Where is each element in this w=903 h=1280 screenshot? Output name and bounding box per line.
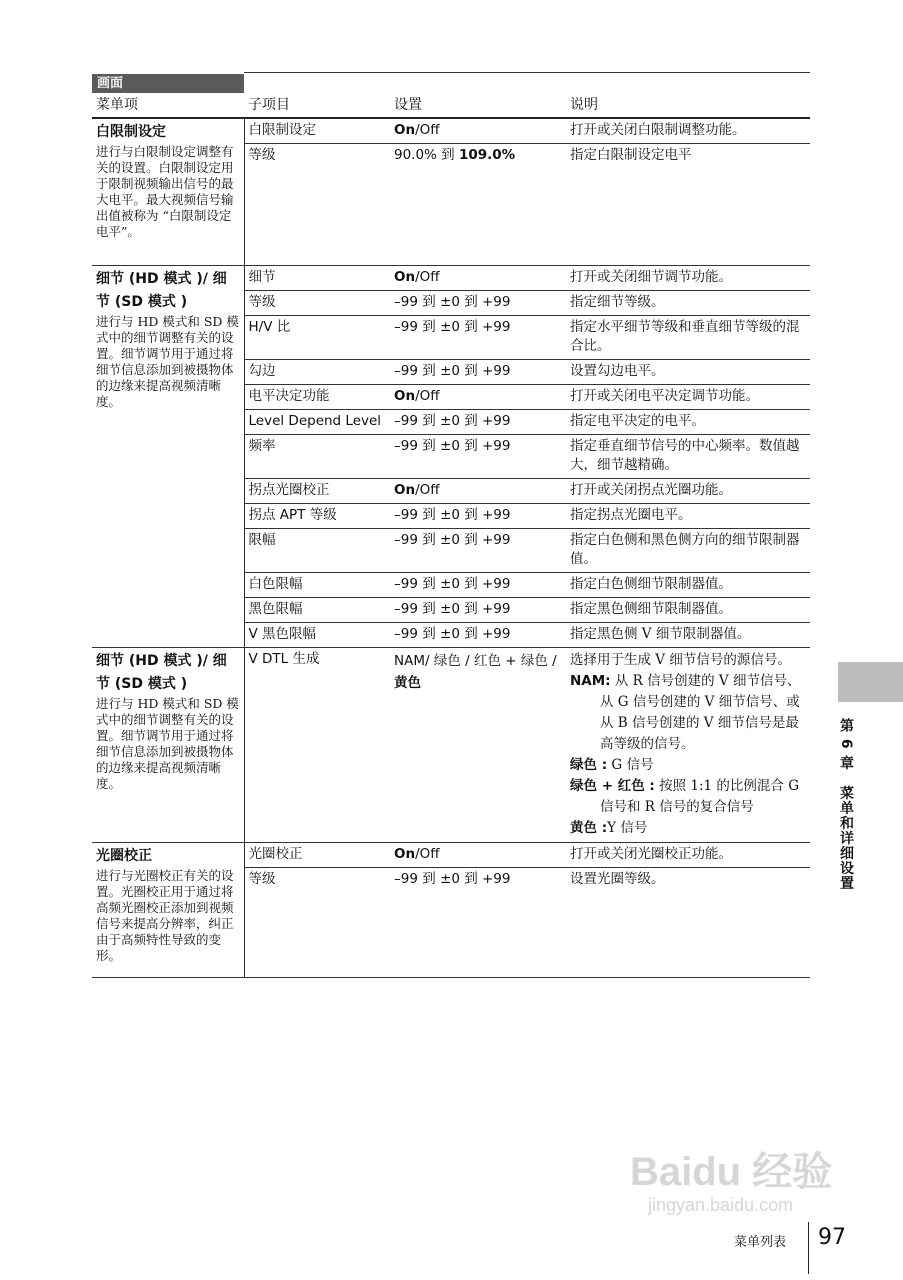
setting-range: –99 到 ±0 到 +99: [390, 598, 566, 623]
description-intro: 选择用于生成 V 细节信号的源信号。: [570, 652, 791, 668]
option-key: 绿色 + 红色 :: [570, 778, 655, 794]
option-value: Y 信号: [607, 820, 648, 836]
menu-item-name: 白限制设定: [96, 124, 166, 140]
setting-value: [390, 118, 566, 144]
setting-range: –99 到 ±0 到 +99: [390, 435, 566, 479]
menu-item-cell: [92, 266, 244, 648]
setting-range: –99 到 ±0 到 +99: [390, 291, 566, 316]
description: 指定黑色侧细节限制器值。: [566, 598, 810, 623]
setting-default: 黄色: [394, 675, 421, 691]
sub-item: 拐点光圈校正: [244, 479, 390, 504]
option-value: 按照 1:1 的比例混合 G 信号和 R 信号的复合信号: [600, 778, 799, 815]
menu-item-cell: [92, 843, 244, 978]
table-row: [92, 843, 810, 868]
setting-range: –99 到 ±0 到 +99: [390, 868, 566, 978]
menu-item-name: 光圈校正: [96, 848, 152, 864]
setting-rest: /Off: [415, 482, 440, 498]
option-green: [570, 755, 806, 776]
setting-rest: /Off: [415, 846, 440, 862]
description: 指定电平决定的电平。: [566, 410, 810, 435]
menu-item-desc: 进行与 HD 模式和 SD 模式中的细节调整有关的设置。细节调节用于通过将细节信息添加到被摄物体的边缘来提高视频清晰度。: [96, 314, 239, 409]
col-header-sub: 子项目: [244, 95, 390, 118]
setting-value: [390, 479, 566, 504]
sub-item: 白限制设定: [244, 118, 390, 144]
option-nam: [570, 671, 806, 755]
option-yellow: [570, 818, 806, 839]
option-key: NAM:: [570, 673, 611, 689]
header-rule: [244, 72, 810, 73]
description: 打开或关闭光圈校正功能。: [566, 843, 810, 868]
footer-label: 菜单列表: [734, 1235, 787, 1250]
setting-default: On: [394, 269, 416, 285]
sub-item: 白色限幅: [244, 573, 390, 598]
setting-value: [390, 648, 566, 843]
watermark-url: jingyan.baidu.com: [648, 1195, 794, 1215]
watermark-logo: Baidu 经验: [630, 1150, 833, 1194]
setting-value: [390, 843, 566, 868]
sub-item: 等级: [244, 291, 390, 316]
table-row: [92, 118, 810, 144]
sub-item: 等级: [244, 144, 390, 266]
sub-item: 限幅: [244, 529, 390, 573]
description: 指定白限制设定电平: [566, 144, 810, 266]
sub-item: 电平决定功能: [244, 385, 390, 410]
setting-rest: NAM/ 绿色 / 红色 + 绿色 /: [394, 653, 557, 669]
sub-item: H/V 比: [244, 316, 390, 360]
setting-range: –99 到 ±0 到 +99: [390, 316, 566, 360]
sub-item: 勾边: [244, 360, 390, 385]
description: 指定白色侧和黑色侧方向的细节限制器值。: [566, 529, 810, 573]
option-green-red: [570, 776, 806, 818]
setting-value: [390, 144, 566, 266]
description: 指定水平细节等级和垂直细节等级的混合比。: [566, 316, 810, 360]
option-key: 黄色 :: [570, 820, 608, 836]
sub-item: 频率: [244, 435, 390, 479]
setting-default: On: [394, 846, 416, 862]
description: [566, 648, 810, 843]
sub-item: V DTL 生成: [244, 648, 390, 843]
setting-rest: /Off: [415, 269, 440, 285]
menu-item-name: 细节 (HD 模式 )/ 细节 (SD 模式 ): [96, 271, 227, 310]
col-header-desc: 说明: [566, 95, 810, 118]
setting-range: –99 到 ±0 到 +99: [390, 529, 566, 573]
setting-range: –99 到 ±0 到 +99: [390, 410, 566, 435]
description: 指定垂直细节信号的中心频率。数值越大，细节越精确。: [566, 435, 810, 479]
sub-item: 光圈校正: [244, 843, 390, 868]
description: 指定细节等级。: [566, 291, 810, 316]
setting-range: –99 到 ±0 到 +99: [390, 573, 566, 598]
col-header-item: 菜单项: [92, 95, 244, 118]
page-number: 97: [818, 1225, 846, 1250]
setting-range: –99 到 ±0 到 +99: [390, 360, 566, 385]
description: 设置光圈等级。: [566, 868, 810, 978]
setting-rest: 90.0% 到: [394, 147, 459, 163]
setting-value: [390, 266, 566, 291]
table-header-row: [92, 95, 810, 118]
description: 打开或关闭拐点光圈功能。: [566, 479, 810, 504]
sub-item: V 黑色限幅: [244, 623, 390, 648]
menu-item-desc: 进行与白限制设定调整有关的设置。白限制设定用于限制视频输出信号的最大电平。最大视频信号输出值被称为 “白限制设定电平”。: [96, 144, 234, 239]
footer-divider: [808, 1222, 809, 1274]
sub-item: 黑色限幅: [244, 598, 390, 623]
setting-default: 109.0%: [458, 147, 516, 163]
section-tab: 画面: [92, 74, 244, 93]
description: 设置勾边电平。: [566, 360, 810, 385]
sub-item: 细节: [244, 266, 390, 291]
description: 指定黑色侧 V 细节限制器值。: [566, 623, 810, 648]
description: 打开或关闭细节调节功能。: [566, 266, 810, 291]
sub-item: 拐点 APT 等级: [244, 504, 390, 529]
table-row: [92, 266, 810, 291]
setting-rest: /Off: [415, 122, 440, 138]
description: 指定白色侧细节限制器值。: [566, 573, 810, 598]
option-value: G 信号: [607, 757, 654, 773]
menu-table: [92, 95, 810, 978]
menu-item-desc: 进行与 HD 模式和 SD 模式中的细节调整有关的设置。细节调节用于通过将细节信息添加到被摄物体的边缘来提高视频清晰度。: [96, 696, 239, 791]
sub-item: Level Depend Level: [244, 410, 390, 435]
description: 指定拐点光圈电平。: [566, 504, 810, 529]
setting-range: –99 到 ±0 到 +99: [390, 504, 566, 529]
setting-default: On: [394, 122, 416, 138]
menu-item-desc: 进行与光圈校正有关的设置。光圈校正用于通过将高频光圈校正添加到视频信号来提高分辨率，纠正由于高频特性导致的变形。: [96, 868, 234, 963]
description: 打开或关闭白限制调整功能。: [566, 118, 810, 144]
chapter-label: 第 6 章 菜单和详细设置: [838, 718, 854, 891]
option-value: 从 R 信号创建的 V 细节信号、从 G 信号创建的 V 细节信号、或从 B 信号创建的 V 细节信号是最高等级的信号。: [600, 673, 801, 752]
chapter-tab: [838, 662, 903, 702]
setting-range: –99 到 ±0 到 +99: [390, 623, 566, 648]
table-row: [92, 648, 810, 843]
menu-item-name: 细节 (HD 模式 )/ 细节 (SD 模式 ): [96, 653, 227, 692]
description: 打开或关闭电平决定调节功能。: [566, 385, 810, 410]
setting-default: On: [394, 388, 416, 404]
setting-value: [390, 385, 566, 410]
menu-item-cell: [92, 648, 244, 843]
col-header-setting: 设置: [390, 95, 566, 118]
sub-item: 等级: [244, 868, 390, 978]
menu-item-cell: [92, 118, 244, 266]
option-key: 绿色 :: [570, 757, 608, 773]
setting-default: On: [394, 482, 416, 498]
setting-rest: /Off: [415, 388, 440, 404]
